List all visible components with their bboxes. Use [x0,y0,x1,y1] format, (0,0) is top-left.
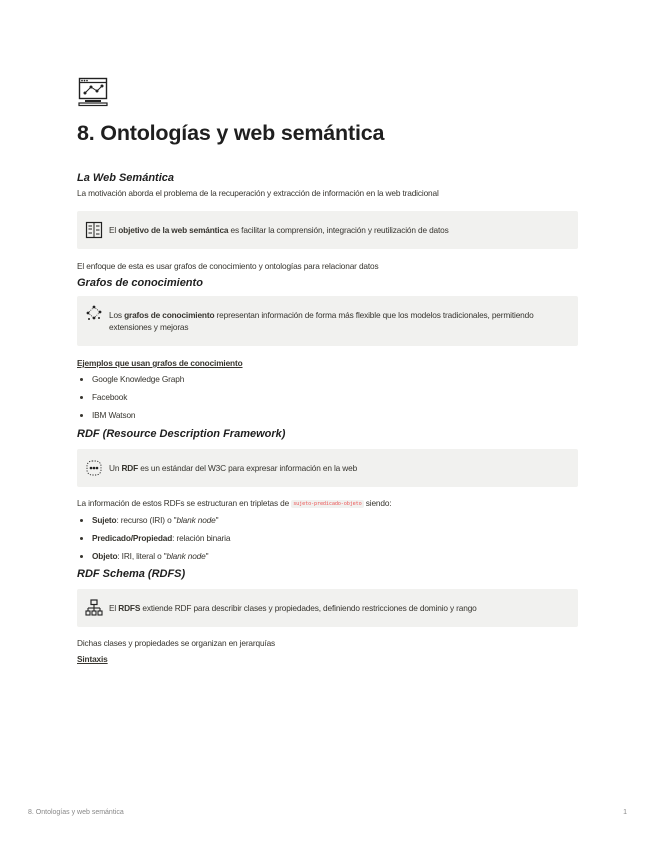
web-semantica-intro: La motivación aborda el problema de la recuperación y extracción de información en la web tradicional [77,188,439,198]
rdf-list [77,511,578,565]
web-semantica-after: El enfoque de esta es usar grafos de conocimiento y ontologías para relacionar datos [77,261,379,271]
callout-objetivo-text: El objetivo de la web semántica es facilitar la comprensión, integración y reutilización de datos [109,225,449,235]
page-number: 1 [623,809,627,816]
footer-title: 8. Ontologías y web semántica [28,809,124,816]
callout-grafos-text: Los grafos de conocimiento representan información de forma más flexible que los modelos tradicionales, permitiendo extensiones y mejoras [109,310,534,332]
heading-rdfs: RDF Schema (RDFS) [77,568,186,580]
list-item: • IBM Watson [92,406,578,424]
heading-rdf: RDF (Resource Description Framework) [77,428,286,440]
triplet-code: sujeto-predicado-objeto [293,501,362,507]
callout-rdfs [77,589,578,627]
callout-rdfs-text: El RDFS extiende RDF para describir clases y propiedades, definiendo restricciones de dominio y rango [109,603,477,613]
callout-rdf [77,449,578,487]
list-item: • Google Knowledge Graph [92,370,578,388]
callout-grafos [77,296,578,346]
page-content [77,76,578,665]
list-item: • Facebook [92,388,578,406]
callout-objetivo [77,211,578,249]
computer-network-icon [77,76,109,108]
examples-toggle[interactable]: Ejemplos que usan grafos de conocimiento [77,358,243,368]
heading-grafos: Grafos de conocimiento [77,277,203,289]
layout-list-icon [85,221,103,239]
list-item: • Objeto: IRI, literal o "blank node" [92,547,578,565]
graph-nodes-icon [85,304,103,322]
callout-rdf-text: Un RDF es un estándar del W3C para expresar información en la web [109,463,358,473]
hierarchy-icon [85,599,103,617]
rdf-dots-icon [85,459,103,477]
rdf-intro: La información de estos RDFs se estructuran en tripletas de sujeto-predicado-objeto siendo: [77,498,392,508]
page-footer [28,809,627,816]
heading-web-semantica: La Web Semántica [77,172,174,184]
list-item: • Sujeto: recurso (IRI) o "blank node" [92,511,578,529]
sintaxis-toggle[interactable]: Sintaxis [77,654,108,664]
rdfs-after: Dichas clases y propiedades se organizan en jerarquías [77,638,276,648]
page-title: 8. Ontologías y web semántica [77,121,385,145]
list-item: • Predicado/Propiedad: relación binaria [92,529,578,547]
examples-list [77,370,578,424]
